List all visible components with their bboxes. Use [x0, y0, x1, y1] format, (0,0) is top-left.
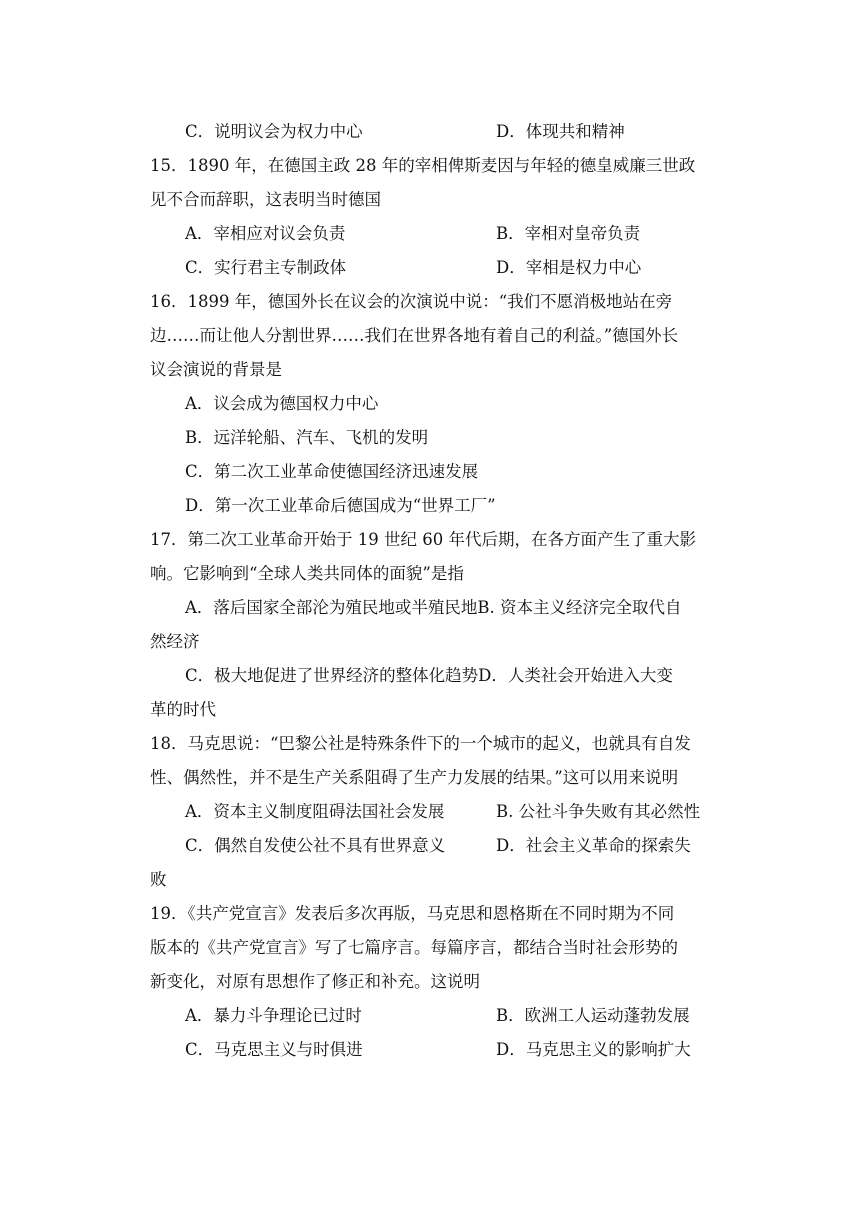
q19-option-a: A．暴力斗争理论已过时 — [185, 1006, 362, 1025]
q16-stem-line-2: 边……而让他人分割世界……我们在世界各地有着自己的利益。”德国外长 — [150, 326, 679, 345]
q16-stem-line-1: 16．1899 年，德国外长在议会的次演说中说：“我们不愿消极地站在旁 — [150, 292, 673, 311]
q18-option-b: B. 公社斗争失败有其必然性 — [496, 802, 701, 821]
q15-option-a: A．宰相应对议会负责 — [185, 224, 346, 243]
q16-stem-line-3: 议会演说的背景是 — [150, 360, 282, 379]
q15-stem-line-1: 15．1890 年，在德国主政 28 年的宰相俾斯麦因与年轻的德皇威廉三世政 — [150, 156, 696, 175]
q16-option-d: D．第一次工业革命后德国成为“世界工厂” — [185, 496, 496, 515]
q19-option-d: D．马克思主义的影响扩大 — [496, 1040, 691, 1059]
q16-option-a: A．议会成为德国权力中心 — [185, 394, 379, 413]
q15-option-d: D．宰相是权力中心 — [496, 258, 642, 277]
q17-stem-line-2: 响。它影响到“全球人类共同体的面貌”是指 — [150, 564, 464, 583]
q17-options-ab-line-1: A．落后国家全部沦为殖民地或半殖民地B. 资本主义经济完全取代自 — [185, 598, 682, 617]
q18-stem-line-1: 18．马克思说：“巴黎公社是特殊条件下的一个城市的起义，也就具有自发 — [150, 734, 691, 753]
q17-stem-line-1: 17．第二次工业革命开始于 19 世纪 60 年代后期，在各方面产生了重大影 — [150, 530, 696, 549]
q16-option-b: B．远洋轮船、汽车、飞机的发明 — [185, 428, 429, 447]
q15-stem-line-2: 见不合而辞职，这表明当时德国 — [150, 190, 381, 209]
q19-stem-line-1: 19．《共产党宣言》发表后多次再版，马克思和恩格斯在不同时期为不同 — [150, 904, 675, 923]
q19-option-b: B．欧洲工人运动蓬勃发展 — [496, 1006, 690, 1025]
q19-stem-line-2: 版本的《共产党宣言》写了七篇序言。每篇序言，都结合当时社会形势的 — [150, 938, 678, 957]
q15-option-c: C．实行君主专制政体 — [185, 258, 347, 277]
q16-option-c: C．第二次工业革命使德国经济迅速发展 — [185, 462, 479, 481]
q18-option-d-line-2: 败 — [150, 870, 167, 889]
q18-option-c: C．偶然自发使公社不具有世界意义 — [185, 836, 446, 855]
q17-options-cd-line-2: 革的时代 — [150, 700, 216, 719]
q17-options-cd-line-1: C．极大地促进了世界经济的整体化趋势D．人类社会开始进入大变 — [185, 666, 673, 685]
q17-options-ab-line-2: 然经济 — [150, 632, 200, 651]
q18-stem-line-2: 性、偶然性，并不是生产关系阻碍了生产力发展的结果。”这可以用来说明 — [150, 768, 679, 787]
q19-option-c: C．马克思主义与时俱进 — [185, 1040, 363, 1059]
q14-option-d: D．体现共和精神 — [496, 122, 625, 141]
q14-option-c: C．说明议会为权力中心 — [185, 122, 363, 141]
q15-option-b: B．宰相对皇帝负责 — [496, 224, 641, 243]
q18-option-d-line-1: D．社会主义革命的探索失 — [496, 836, 691, 855]
q18-option-a: A．资本主义制度阻碍法国社会发展 — [185, 802, 445, 821]
q19-stem-line-3: 新变化，对原有思想作了修正和补充。这说明 — [150, 972, 480, 991]
